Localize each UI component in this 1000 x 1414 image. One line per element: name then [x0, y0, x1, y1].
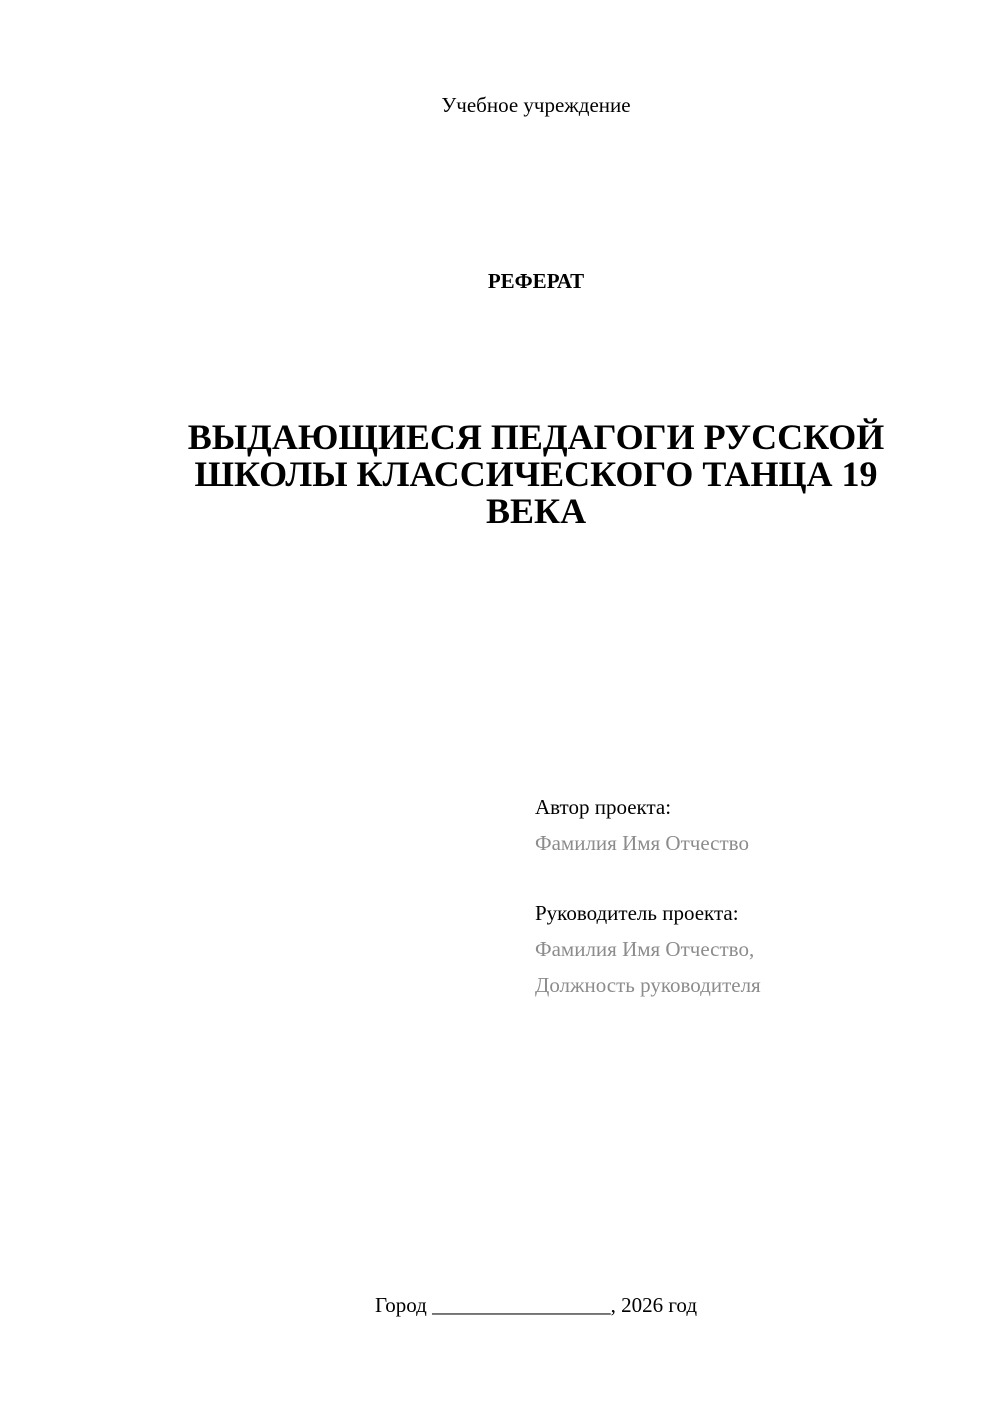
author-name: Фамилия Имя Отчество: [535, 831, 749, 855]
supervisor-name: Фамилия Имя Отчество,: [535, 937, 755, 961]
report-title: ВЫДАЮЩИЕСЯ ПЕДАГОГИ РУССКОЙ ШКОЛЫ КЛАССИЧЕСКОГО ТАНЦА 19 ВЕКА: [187, 417, 885, 531]
institution-name: Учебное учреждение: [441, 93, 631, 117]
author-label: Автор проекта:: [535, 795, 672, 819]
supervisor-position: Должность руководителя: [535, 973, 761, 997]
supervisor-label: Руководитель проекта:: [535, 901, 739, 925]
credits-block: [535, 789, 761, 1003]
document-type: РЕФЕРАТ: [487, 269, 585, 293]
city-blank: _________________: [432, 1293, 611, 1317]
spacer: [535, 861, 761, 895]
year-text: , 2026 год: [610, 1293, 698, 1317]
city-year-line: [0, 1292, 1000, 1318]
city-label: Город: [374, 1293, 427, 1317]
